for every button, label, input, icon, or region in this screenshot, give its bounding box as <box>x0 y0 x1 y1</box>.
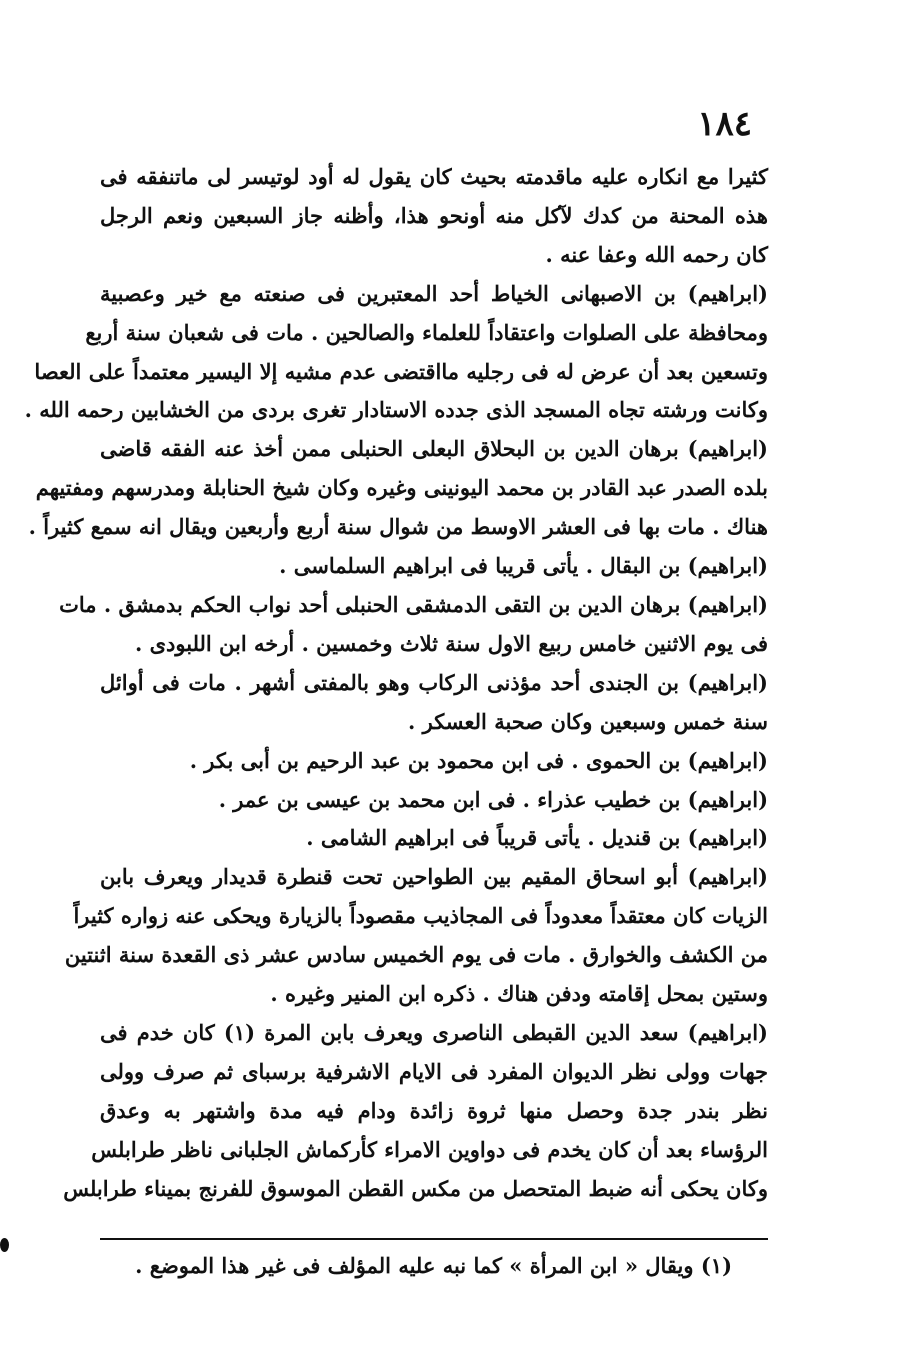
text-line: سنة خمس وسبعين وكان صحبة العسكر . <box>407 708 768 734</box>
text-line: كان رحمه الله وعفا عنه . <box>545 241 768 267</box>
text-line: (ابراهيم) بن البقال . يأتى قريبا فى ابراهيم السلماسى . <box>279 553 768 579</box>
text-line: (ابراهيم) بن قنديل . يأتى قريباً فى ابراهيم الشامى . <box>306 825 768 851</box>
text-line: من الكشف والخوارق . مات فى يوم الخميس سادس عشر ذى القعدة سنة اثنتين <box>64 942 768 968</box>
text-line: وكان يحكى أنه ضبط المتحصل من مكس القطن الموسوق للفرنج بميناء طرابلس <box>63 1175 768 1201</box>
text-line: (ابراهيم) برهان الدين بن التقى الدمشقى الحنبلى أحد نواب الحكم بدمشق . مات <box>59 591 768 617</box>
footnote-divider <box>100 1238 768 1240</box>
text-line: بلده الصدر عبد القادر بن محمد اليونينى وغيره وكان شيخ الحنابلة ومدرسهم ومفتيهم <box>35 475 768 501</box>
text-line: ومحافظة على الصلوات واعتقاداً للعلماء والصالحين . مات فى شعبان سنة أربع <box>85 319 768 345</box>
text-line: وكانت ورشته تجاه المسجد الذى جدده الاستادار تغرى بردى من الخشابين رحمه الله . <box>24 397 768 423</box>
text-line: (ابراهيم) بن خطيب عذراء . فى ابن محمد بن عيسى بن عمر . <box>218 786 768 812</box>
text-line: (ابراهيم) برهان الدين بن البحلاق البعلى الحنبلى ممن أخذ عنه الفقه قاضى <box>100 436 768 462</box>
text-line: (ابراهيم) بن الجندى أحد مؤذنى الركاب وهو بالمفتى أشهر . مات فى أوائل <box>100 669 768 695</box>
text-line: (ابراهيم) بن الاصبهانى الخياط أحد المعتبرين فى صنعته مع خير وعصبية <box>100 280 768 306</box>
text-line: وتسعين بعد أن عرض له فى رجليه مااقتضى عدم مشيه إلا اليسير معتمداً على العصا <box>34 358 768 384</box>
text-line: الرؤساء بعد أن كان يخدم فى دواوين الامراء كأركماش الجلبانى ناظر طرابلس <box>91 1136 768 1162</box>
page-number: ١٨٤ <box>697 104 752 144</box>
footnote: (١) ويقال « ابن المرأة » كما نبه عليه المؤلف فى غير هذا الموضع . <box>135 1253 732 1278</box>
text-line: نظر بندر جدة وحصل منها ثروة زائدة ودام فيه مدة واشتهر به وعدق <box>100 1097 768 1123</box>
text-line: هذه المحنة من كدك لآكل منه أونحو هذا، وأظنه جاز السبعين ونعم الرجل <box>100 202 768 228</box>
margin-dot <box>0 1238 9 1252</box>
text-line: وستين بمحل إقامته ودفن هناك . ذكره ابن المنير وغيره . <box>270 981 768 1007</box>
text-line: جهات وولى نظر الديوان المفرد فى الايام الاشرفية برسباى ثم صرف وولى <box>100 1058 768 1084</box>
text-line: فى يوم الاثنين خامس ربيع الاول سنة ثلاث وخمسين . أرخه ابن اللبودى . <box>134 630 768 656</box>
text-line: (ابراهيم) أبو اسحاق المقيم بين الطواحين تحت قنطرة قديدار ويعرف بابن <box>100 864 768 890</box>
text-line: هناك . مات بها فى العشر الاوسط من شوال سنة أربع وأربعين ويقال انه سمع كثيراً . <box>28 514 768 540</box>
text-line: كثيرا مع انكاره عليه ماقدمته بحيث كان يقول له أود لوتيسر لى ماتنفقه فى <box>100 164 768 189</box>
body-text <box>24 158 768 1208</box>
text-line: (ابراهيم) سعد الدين القبطى الناصرى ويعرف بابن المرة (١) كان خدم فى <box>100 1019 768 1045</box>
text-line: (ابراهيم) بن الحموى . فى ابن محمود بن عبد الرحيم بن أبى بكر . <box>189 747 768 773</box>
text-line: الزيات كان معتقداً معدوداً فى المجاذيب مقصوداً بالزيارة ويحكى عنه زواره كثيراً <box>73 903 768 929</box>
